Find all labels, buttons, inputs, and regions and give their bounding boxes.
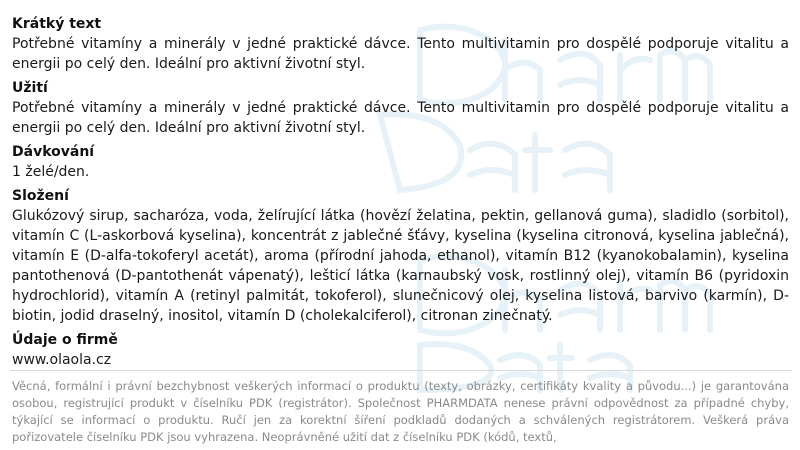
section-company-info bbox=[12, 330, 789, 370]
section-heading: Krátký text bbox=[12, 16, 102, 32]
section-composition bbox=[12, 186, 789, 326]
product-info bbox=[12, 14, 789, 374]
legal-disclaimer: Věcná, formální i právní bezchybnost veškerých informací o produktu (texty, obrázky, certifikáty kvality a původu...) je garantována osobou, registrující produkt v číselníku PDK (registrátor). Společnost PHARMDATA nenese právní odpovědnost za případné chyby, týkající se informací o produktu. Ručí jen za korektní šíření podkladů dodaných a schválených registrátorem. Veškerá práva pořizovatele číselníku PDK jsou vyhrazena. Neoprávněné užití dat z číselníku PDK (kódů, textů, bbox=[12, 379, 789, 444]
section-text: Potřebné vitamíny a minerály v jedné praktické dávce. Tento multivitamin pro dospělé podporuje vitalitu a energii po celý den. Ideální pro aktivní životní styl. bbox=[12, 36, 789, 72]
company-website-link[interactable]: www.olaola.cz bbox=[12, 352, 112, 368]
section-heading: Složení bbox=[12, 188, 69, 204]
section-text: 1 želé/den. bbox=[12, 164, 90, 180]
divider bbox=[10, 370, 792, 371]
section-short-text bbox=[12, 14, 789, 74]
section-heading: Užití bbox=[12, 80, 48, 96]
section-heading: Údaje o firmě bbox=[12, 332, 118, 348]
section-heading: Dávkování bbox=[12, 144, 95, 160]
section-usage bbox=[12, 78, 789, 138]
section-text: Glukózový sirup, sacharóza, voda, želírující látka (hovězí želatina, pektin, gellanová guma), sladidlo (sorbitol), vitamín C (L-askorbová kyselina), koncentrát z jablečné šťávy, kyselina (kyselina citronová, kyselina jablečná), vitamín E (D-alfa-tokoferyl acetát), aroma (přírodní jahoda, ethanol), vitamín B12 (kyanokobalamin), kyselina pantothenová (D-pantothenát vápenatý), lešticí látka (karnaubský vosk, rostlinný olej), vitamín B6 (pyridoxin hydrochlorid), vitamín A (retinyl palmitát, tokoferol), slunečnicový olej, kyselina listová, barvivo (karmín), D-biotin, jodid draselný, inositol, vitamín D (cholekalciferol), citronan zinečnatý. bbox=[12, 208, 789, 324]
section-text: Potřebné vitamíny a minerály v jedné praktické dávce. Tento multivitamin pro dospělé podporuje vitalitu a energii po celý den. Ideální pro aktivní životní styl. bbox=[12, 100, 789, 136]
section-dosage bbox=[12, 142, 789, 182]
